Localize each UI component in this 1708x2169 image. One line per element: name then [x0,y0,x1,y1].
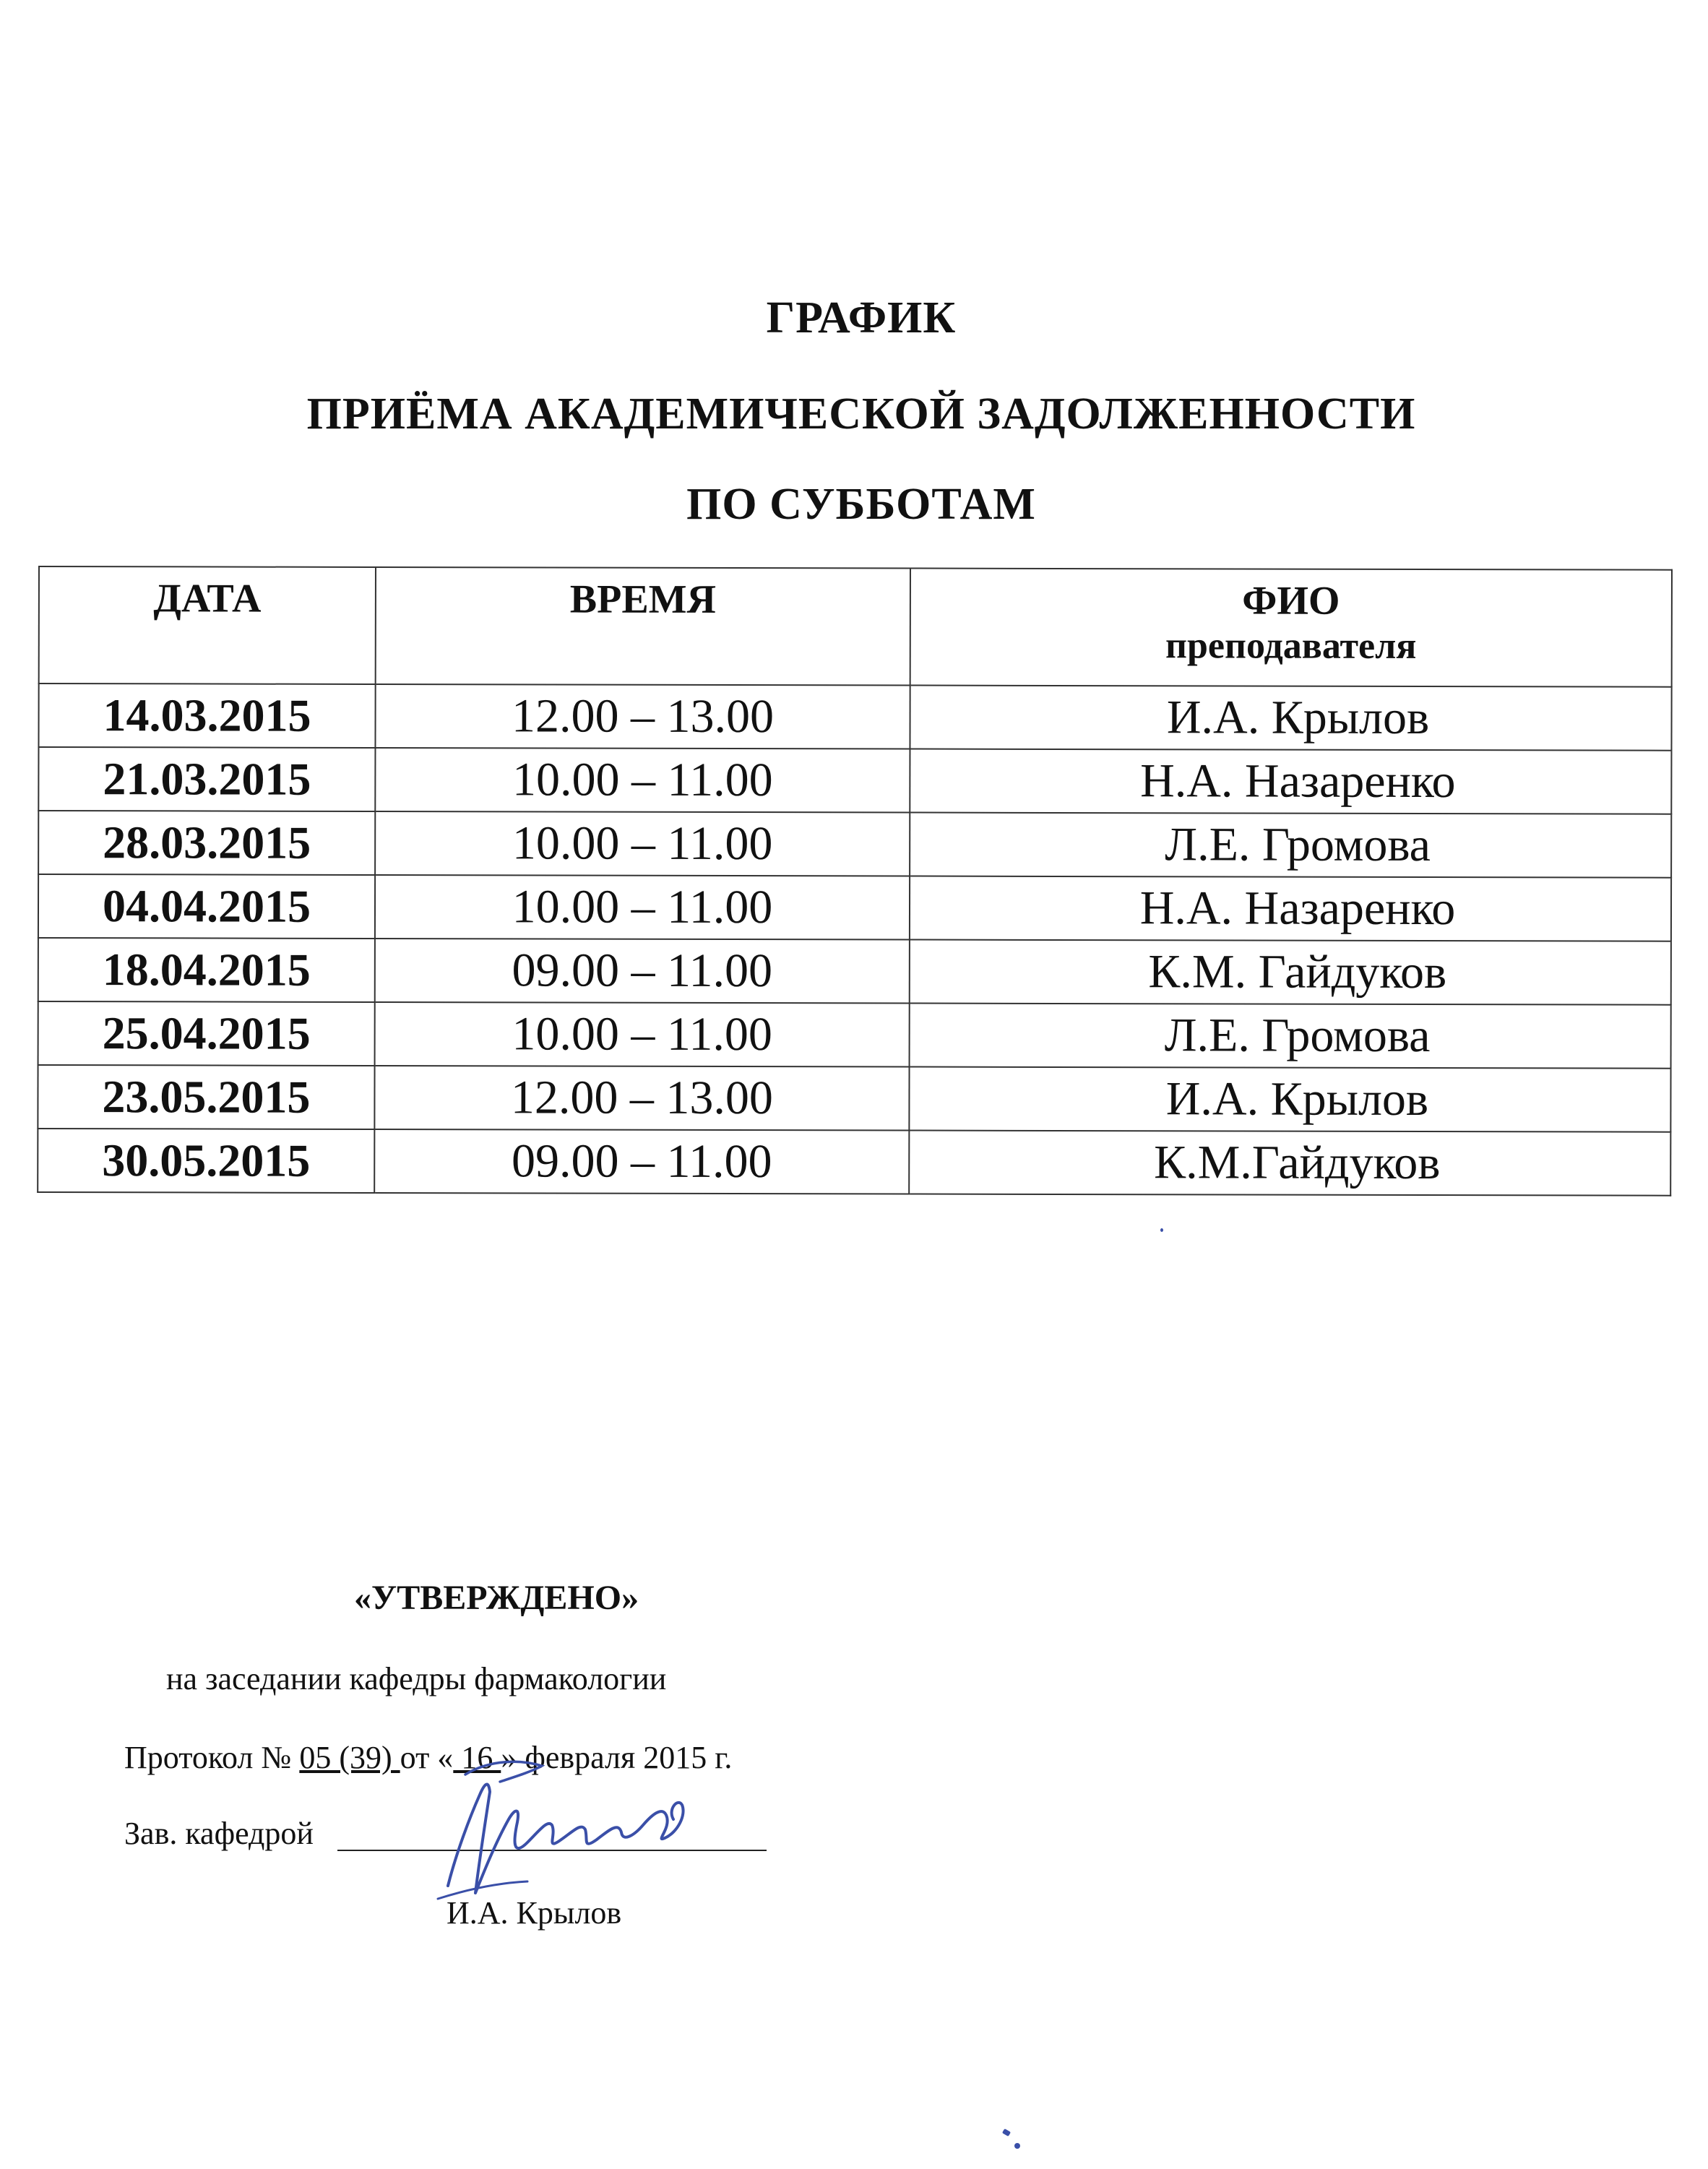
ink-mark-bottom [1002,2129,1011,2136]
row-teacher: И.А. Крылов [910,686,1671,751]
row-date: 25.04.2015 [38,1001,375,1066]
ink-speck [1160,1228,1163,1232]
title-line-3: ПО СУББОТАМ [686,480,1036,529]
protocol-day: 16 [453,1740,501,1775]
ink-mark-bottom-2 [1014,2143,1020,2149]
row-date: 18.04.2015 [38,938,375,1002]
row-date: 21.03.2015 [38,747,375,811]
head-of-department-label: Зав. кафедрой [124,1816,314,1851]
protocol-number: 05 (39) [299,1740,400,1775]
row-date: 28.03.2015 [38,811,375,875]
row-time: 09.00 – 11.00 [375,939,910,1004]
row-date: 30.05.2015 [38,1129,374,1193]
row-teacher: К.М.Гайдуков [909,1131,1670,1196]
row-teacher: Л.Е. Громова [910,813,1671,878]
approved-heading: «УТВЕРЖДЕНО» [354,1579,639,1617]
row-time: 09.00 – 11.00 [374,1129,909,1194]
table-row [38,938,1671,1005]
protocol-suffix: » февраля 2015 г. [501,1740,733,1775]
table-row [38,811,1671,878]
row-teacher: Н.А. Назаренко [910,749,1671,814]
row-time: 10.00 – 11.00 [375,875,910,940]
row-time: 12.00 – 13.00 [374,1066,909,1131]
signature-stroke-top [465,1761,542,1782]
header-date: ДАТА [39,566,376,684]
row-time: 10.00 – 11.00 [375,748,910,813]
table-row [38,1065,1670,1132]
header-name-sub: преподавателя [1165,625,1417,667]
row-date: 14.03.2015 [38,684,375,748]
signer-name: И.А. Крылов [447,1895,622,1931]
table-row [38,684,1671,751]
row-time: 10.00 – 11.00 [375,1002,910,1067]
protocol-prefix: Протокол № [124,1740,300,1775]
table-row [38,874,1671,941]
row-teacher: К.М. Гайдуков [910,940,1671,1005]
header-name-main: ФИО [1242,578,1340,624]
protocol-from: от « [400,1740,454,1775]
title-line-2: ПРИЁМА АКАДЕМИЧЕСКОЙ ЗАДОЛЖЕННОСТИ [306,389,1416,439]
table-row [38,1129,1670,1196]
row-teacher: И.А. Крылов [909,1067,1670,1132]
row-teacher: Л.Е. Громова [910,1004,1671,1069]
signature-stroke [448,1785,683,1893]
row-time: 10.00 – 11.00 [375,811,910,876]
table-row [38,1001,1671,1069]
header-time: ВРЕМЯ [376,567,910,686]
row-time: 12.00 – 13.00 [375,684,910,749]
schedule-table [37,566,1673,1196]
table-header-row [39,566,1672,687]
row-date: 04.04.2015 [38,874,375,939]
table-row [38,747,1671,814]
title-line-1: ГРАФИК [766,293,957,342]
meeting-note: на заседании кафедры фармакологии [166,1661,667,1696]
header-name [910,569,1672,687]
row-teacher: Н.А. Назаренко [910,876,1671,941]
row-date: 23.05.2015 [38,1065,374,1129]
